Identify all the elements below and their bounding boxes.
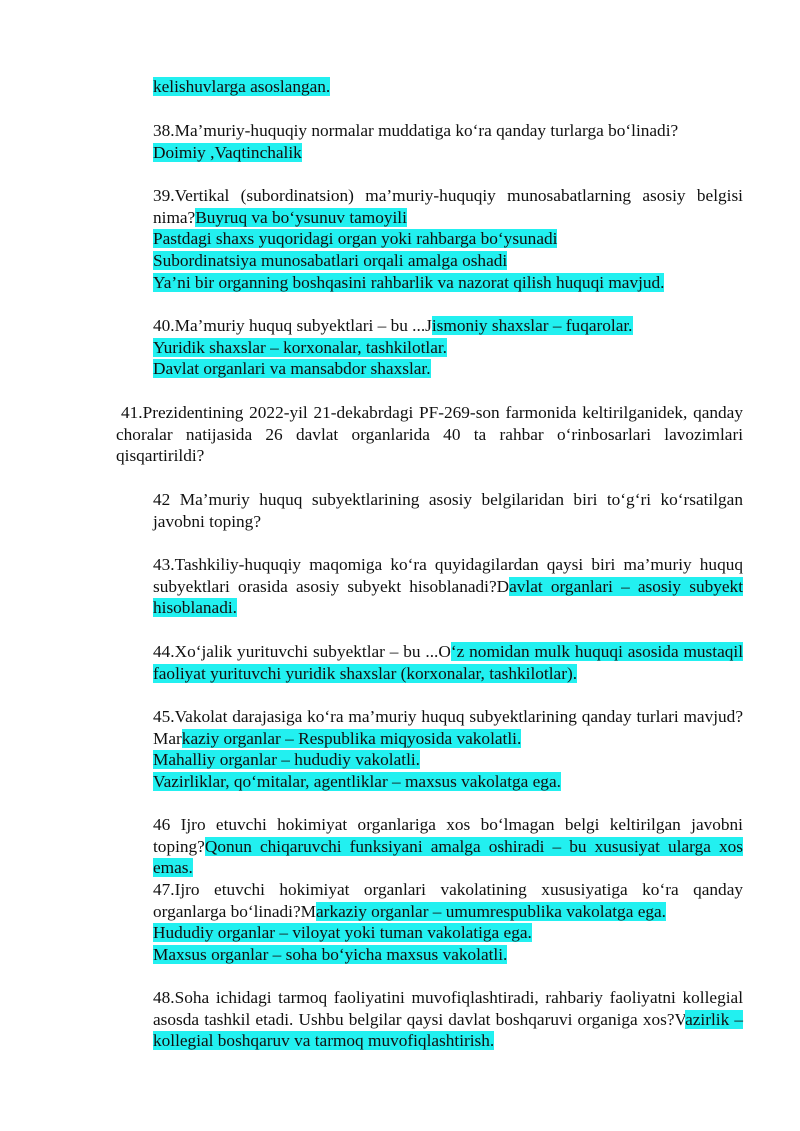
question-45 [153,706,743,793]
question-text: 47.Ijro etuvchi hokimiyat organlari vakolatining xususiyatiga ko‘ra qanday organlarga bo‘linadi?M [153,880,743,921]
question-text: 40.Ma’muriy huquq subyektlari – bu ...J [153,316,432,335]
question-text: 43.Tashkiliy-huquqiy maqomiga ko‘ra quyidagilardan qaysi biri ma’muriy huquq subyektlari orasida asosiy subyekt hisoblanadi?D [153,555,743,596]
answer-highlight: azirlik – kollegial boshqaruv va tarmoq muvofiqlashtirish. [153,1009,743,1051]
answer-highlight: Yuridik shaxslar – korxonalar, tashkilotlar. [153,337,447,357]
question-text: 46 Ijro etuvchi hokimiyat organlariga xos bo‘lmagan belgi keltirilgan javobni toping? [153,815,743,856]
answer-highlight: Doimiy ,Vaqtinchalik [153,142,302,162]
question-39 [153,185,743,294]
answer-highlight: Pastdagi shaxs yuqoridagi organ yoki rahbarga bo‘ysunadi [153,229,558,249]
question-text: 45.Vakolat darajasiga ko‘ra ma’muriy huquq subyektlarining qanday turlari mavjud?Mar [153,707,743,748]
question-38 [153,120,743,163]
question-text: 42 Ma’muriy huquq subyektlarining asosiy belgilaridan biri to‘g‘ri ko‘rsatilgan javobni toping? [153,490,743,531]
question-text: 38.Ma’muriy-huquqiy normalar muddatiga ko‘ra qanday turlarga bo‘linadi? [153,121,679,140]
answer-highlight: ismoniy shaxslar – fuqarolar. [431,316,633,335]
question-46 [153,814,743,879]
answer-highlight: Hududiy organlar – viloyat yoki tuman vakolatiga ega. [153,923,532,943]
answer-highlight: Buyruq va bo‘ysunuv tamoyili [195,207,407,227]
question-43 [153,554,743,619]
answer-highlight: arkaziy organlar – umumrespublika vakolatga ega. [316,901,666,921]
answer-highlight: Davlat organlari va mansabdor shaxslar. [153,359,431,379]
question-42 [153,489,743,532]
answer-highlight: Ya’ni bir organning boshqasini rahbarlik va nazorat qilish huquqi mavjud. [153,272,665,292]
question-text: 39.Vertikal (subordinatsion) ma’muriy-huquqiy munosabatlarning asosiy belgisi nima? [153,186,743,227]
question-48 [153,987,743,1052]
question-47 [153,879,743,966]
answer-highlight: kelishuvlarga asoslangan. [153,77,331,96]
question-text: 44.Xo‘jalik yurituvchi subyektlar – bu ...O [153,642,451,661]
question-text: 41.Prezidentining 2022-yil 21-dekabrdagi PF-269-son farmonida keltirilganidek, qanday choralar natijasida 26 davlat organlarida 40 ta rahbar o‘rinbosarlari lavozimlari qisqartirildi? [116,403,743,466]
question-41 [116,402,743,467]
question-40 [153,315,743,380]
answer-highlight: ‘z nomidan mulk huquqi asosida mustaqil faoliyat yurituvchi yuridik shaxslar (korxonalar, tashkilotlar). [153,642,743,683]
question-44 [153,641,743,684]
answer-highlight: avlat organlari – asosiy subyekt hisoblanadi. [153,576,743,618]
answer-highlight: Mahalliy organlar – hududiy vakolatli. [153,750,421,770]
answer-highlight: Maxsus organlar – soha bo‘yicha maxsus vakolatli. [153,945,508,965]
question-text: 48.Soha ichidagi tarmoq faoliyatini muvofiqlashtiradi, rahbariy faoliyatni kollegial asosda tashkil etadi. Ushbu belgilar qaysi davlat boshqaruvi organiga xos?V [153,988,743,1029]
answer-highlight: Subordinatsiya munosabatlari orqali amalga oshadi [153,251,508,271]
answer-highlight: Qonun chiqaruvchi funksiyani amalga oshiradi – bu xususiyat ularga xos emas. [153,836,743,878]
answer-highlight: Vazirliklar, qo‘mitalar, agentliklar – maxsus vakolatga ega. [153,772,561,792]
answer-continuation [153,76,743,98]
answer-highlight: kaziy organlar – Respublika miqyosida vakolatli. [181,728,522,748]
